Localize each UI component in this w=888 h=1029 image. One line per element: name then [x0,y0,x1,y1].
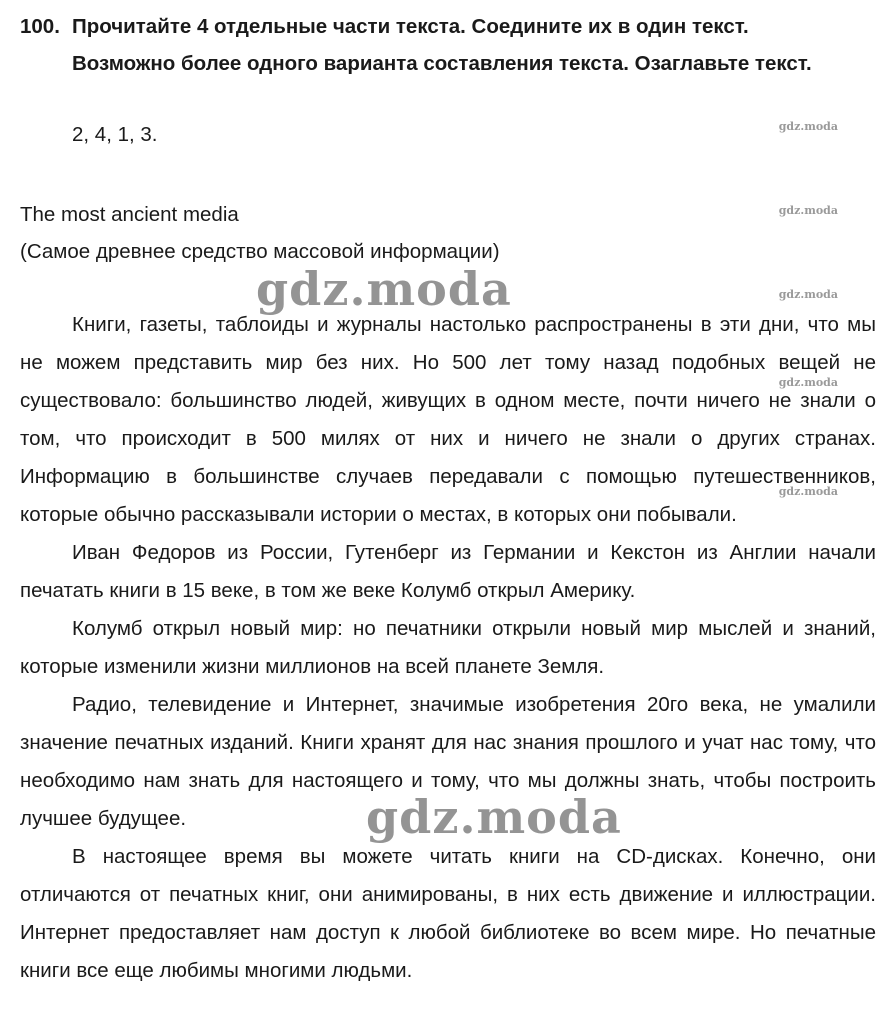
watermark-small: gdz.moda [778,204,838,217]
paragraph-3: Колумб открыл новый мир: но печатники открыли новый мир мыслей и знаний, которые изменили жизни миллионов на всей планете Земля. [20,617,876,678]
task-instruction-1: Прочитайте 4 отдельные части текста. Соедините их в один текст. [72,15,749,38]
watermark-small: gdz.moda [778,485,838,498]
watermark-small: gdz.moda [778,376,838,389]
answer-order: 2, 4, 1, 3. [72,123,158,146]
paragraph-2: Иван Федоров из России, Гутенберг из Германии и Кекстон из Англии начали печатать книги в 15 веке, в том же веке Колумб открыл Америку. [20,541,876,602]
paragraph-1: Книги, газеты, таблоиды и журналы настолько распространены в эти дни, что мы не можем представить мир без них. Но 500 лет тому назад подобных вещей не существовало: большинство людей, живущих в одном месте, почти ничего не знали о том, что происходит в 500 милях от них и ничего не знали о других странах. Информацию в большинстве случаев передавали с помощью путешественников, которые обычно рассказывали истории о местах, в которых они побывали. [20,313,876,526]
title-russian: (Самое древнее средство массовой информации) [20,240,500,263]
watermark-large: gdz.moda [366,790,622,844]
watermark-large: gdz.moda [256,262,512,316]
text-title [20,196,500,270]
paragraph-4: Радио, телевидение и Интернет, значимые изобретения 20го века, не умалили значение печатных изданий. Книги хранят для нас знания прошлого и учат нас тому, что необходимо нам знать для настоящего и тому, что мы должны знать, чтобы построить лучшее будущее. [20,693,876,830]
task-instruction-2: Возможно более одного варианта составления текста. Озаглавьте текст. [72,52,812,75]
text-body [20,306,876,990]
task-line-1 [20,8,880,45]
paragraph-5: В настоящее время вы можете читать книги на CD-дисках. Конечно, они отличаются от печатных книг, они анимированы, в них есть движение и иллюстрации. Интернет предоставляет нам доступ к любой библиотеке во всем мире. Но печатные книги все еще любимы многими людьми. [20,845,876,982]
watermark-small: gdz.moda [778,120,838,133]
watermark-small: gdz.moda [778,288,838,301]
task-heading [20,8,880,82]
task-number: 100. [20,15,60,38]
title-english: The most ancient media [20,203,239,226]
